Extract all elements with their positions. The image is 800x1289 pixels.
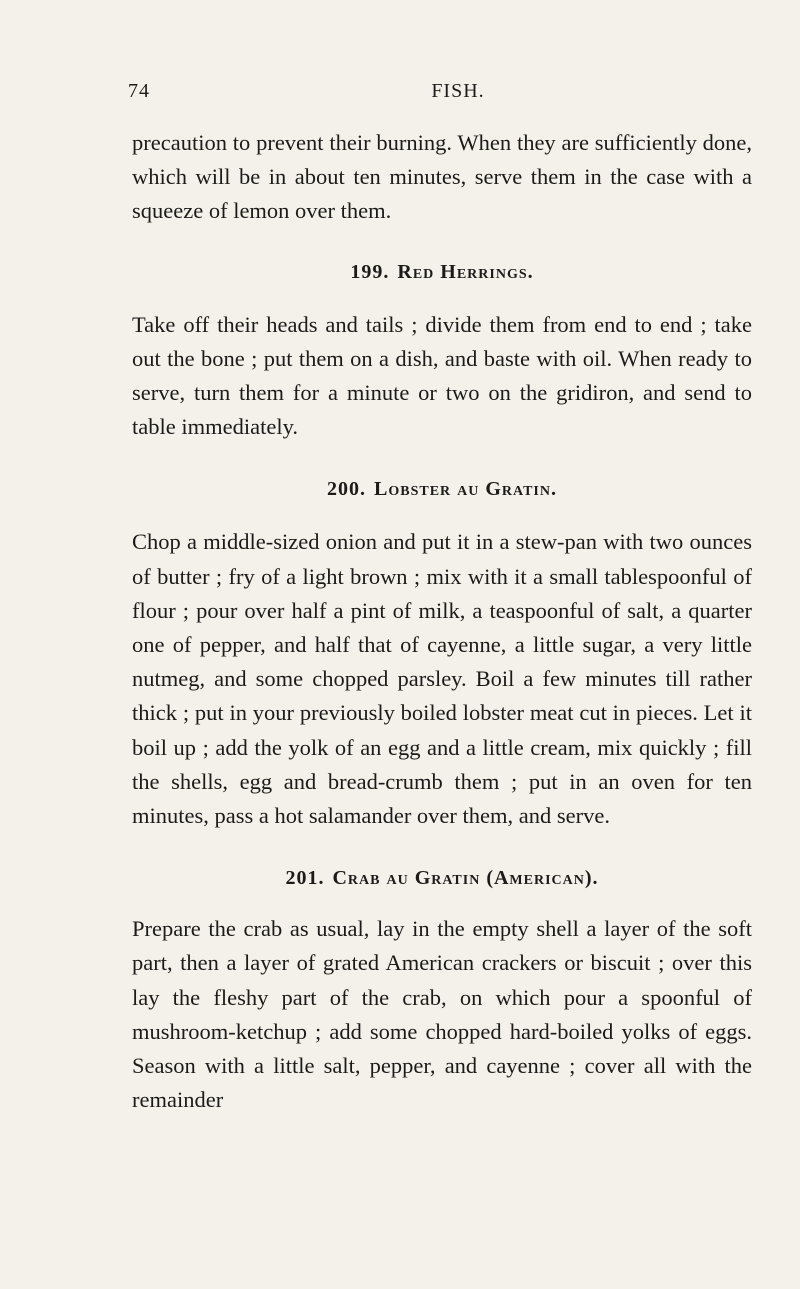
recipe-text-199: Take off their heads and tails ; divide them from end to end ; take out the bone ; put them on a dish, and baste with oil. When ready to serve, turn them for a minute or two on the gridiron, and send to table immediately. (132, 311, 752, 440)
recipe-number: 200. (327, 478, 366, 501)
page-number: 74 (128, 80, 150, 102)
running-head (128, 80, 738, 110)
body-text (132, 126, 752, 1117)
recipe-title: Red Herrings. (397, 260, 534, 283)
recipe-title: Crab au Gratin (American). (332, 867, 599, 890)
recipe-text-200: Chop a middle-sized onion and put it in a stew-pan with two ounces of butter ; fry of a light brown ; mix with it a small tablespoonful of flour ; pour over half a pint of milk, a teaspoonful of salt, a quarter one of pepper, and half that of cayenne, a little sugar, a very little nutmeg, and some chopped parsley. Boil a few minutes till rather thick ; put in your previously boiled lobster meat cut in pieces. Let it boil up ; add the yolk of an egg and a little cream, mix quickly ; fill the shells, egg and bread-crumb them ; put in an oven for ten minutes, pass a hot salamander over them, and serve. (132, 529, 752, 829)
continuation-paragraph: precaution to prevent their burning. When they are sufficiently done, which will be in about ten minutes, serve them in the case with a squeeze of lemon over them. (132, 130, 752, 224)
recipe-text-201: Prepare the crab as usual, lay in the empty shell a layer of the soft part, then a layer of grated American crackers or biscuit ; over this lay the fleshy part of the crab, on which pour a spoonful of mushroom-ketchup ; add some chopped hard-boiled yolks of eggs. Season with a little salt, pepper, and cayenne ; cover all with the remainder (132, 916, 752, 1113)
recipe-heading-200 (132, 478, 752, 501)
recipe-heading-201 (132, 867, 752, 890)
recipe-number: 201. (285, 867, 325, 890)
recipe-number: 199. (350, 260, 390, 283)
recipe-title: Lobster au Gratin. (374, 478, 557, 501)
running-title: FISH. (431, 80, 485, 102)
recipe-heading-199 (132, 261, 752, 284)
